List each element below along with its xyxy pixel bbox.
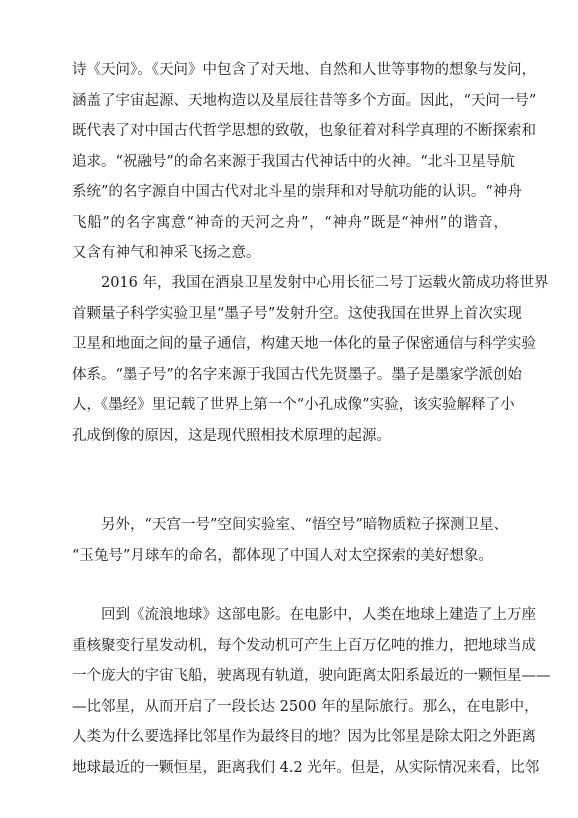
text-line: 又含有神气和神采飞扬之意。	[72, 245, 261, 261]
text-line: 人类为什么要选择比邻星作为最终目的地？因为比邻星是除太阳之外距离	[72, 729, 536, 745]
text-line: 追求。“祝融号”的命名来源于我国古代神话中的火神。“北斗卫星导航	[72, 153, 515, 170]
text-line: 系统”的名字源自中国古代对北斗星的崇拜和对导航功能的认识。“神舟	[72, 184, 522, 200]
text-line: 首颗量子科学实验卫星“墨子号”发射升空。这使我国在世界上首次实现	[72, 305, 522, 322]
paragraph-space-naming	[72, 510, 508, 571]
paragraph-mozi-satellite	[72, 268, 549, 451]
text-line: 既代表了对中国古代哲学思想的致敬，也象征着对科学真理的不断探索和	[72, 123, 536, 139]
text-line: —比邻星，从而开启了一段长达 2500 年的星际旅行。那么，在电影中，	[72, 698, 539, 715]
text-line: 地球最近的一颗恒星，距离我们 4.2 光年。但是，从实际情况来看，比邻	[72, 759, 540, 776]
text-line: 2016 年，我国在酒泉卫星发射中心用长征二号丁运载火箭成功将世界	[101, 275, 549, 291]
text-line: 体系。“墨子号”的名字来源于我国古代先贤墨子。墨子是墨家学派创始	[72, 366, 522, 383]
text-line: 诗《天问》。《天问》中包含了对天地、自然和人世等事物的想象与发问，	[72, 62, 536, 78]
text-line: 一个庞大的宇宙飞船，驶离现有轨道，驶向距离太阳系最近的一颗恒星——	[72, 668, 551, 684]
text-line: 另外，“天宫一号”空间实验室、“悟空号”暗物质粒子探测卫星、	[101, 517, 508, 533]
text-line: 飞船”的名字寓意“神奇的天河之舟”，“神舟”既是“神州”的谐音，	[72, 214, 508, 231]
text-line: 卫星和地面之间的量子通信，构建天地一体化的量子保密通信与科学实验	[72, 336, 536, 352]
text-line: 重核聚变行星发动机，每个发动机可产生上百万亿吨的推力，把地球当成	[72, 637, 536, 654]
text-line: 涵盖了宇宙起源、天地构造以及星辰往昔等多个方面。因此，“天问一号”	[72, 92, 537, 109]
text-line: 回到《流浪地球》这部电影。在电影中，人类在地球上建造了上万座	[101, 607, 536, 623]
text-line: 人，《墨经》里记载了世界上第一个“小孔成像”实验，该实验解释了小	[72, 397, 515, 413]
text-line: 孔成倒像的原因，这是现代照相技术原理的起源。	[72, 427, 391, 444]
text-line: “玉兔号”月球车的命名，都体现了中国人对太空探索的美好想象。	[72, 547, 493, 564]
paragraph-wandering-earth	[72, 600, 551, 783]
paragraph-tianwen-naming	[72, 55, 537, 269]
